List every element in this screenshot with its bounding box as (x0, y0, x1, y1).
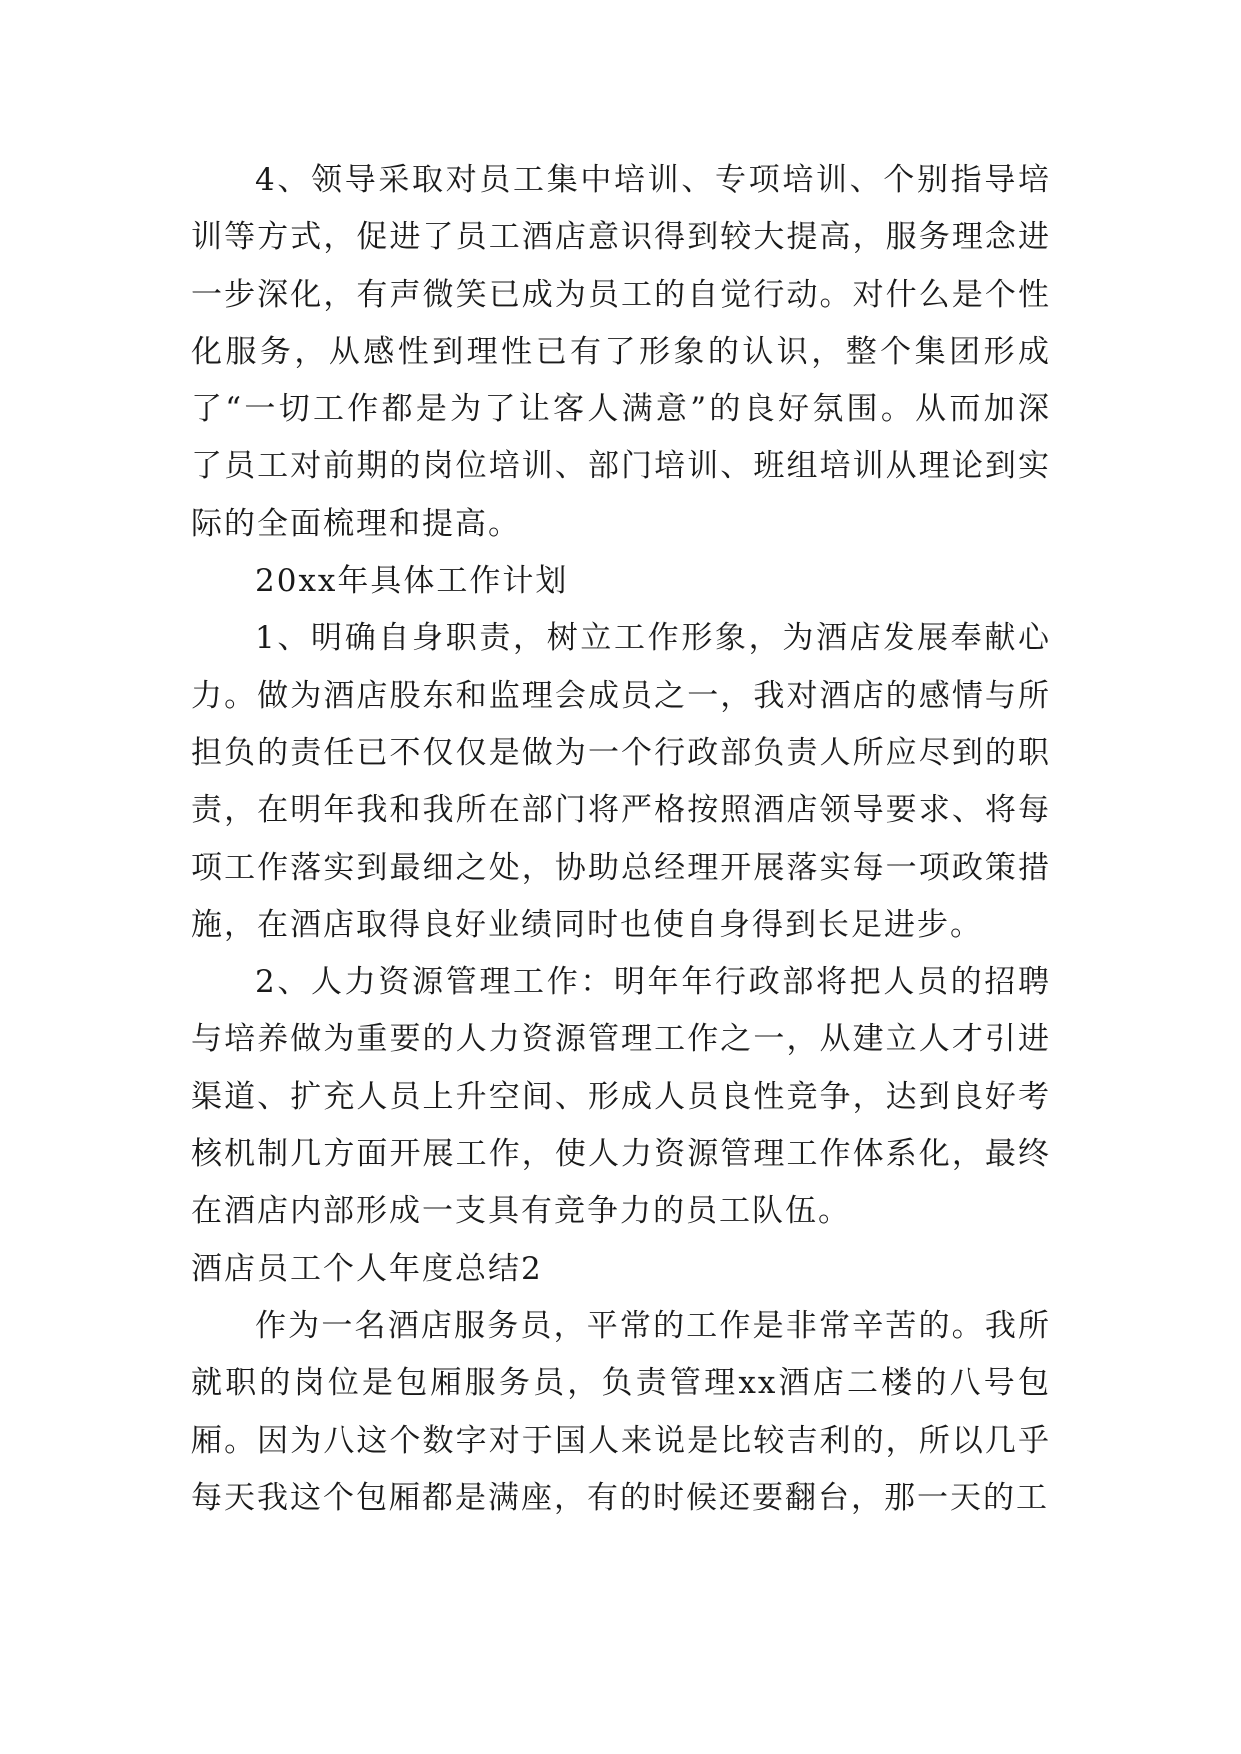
document-body (191, 152, 1051, 1527)
paragraph-waiter-intro: 作为一名酒店服务员，平常的工作是非常辛苦的。我所就职的岗位是包厢服务员，负责管理xx酒店二楼的八号包厢。因为八这个数字对于国人来说是比较吉利的，所以几乎每天我这个包厢都是满座，有的时候还要翻台，那一天的工 (191, 1307, 1051, 1516)
section-heading-work-plan: 20xx年具体工作计划 (255, 563, 569, 600)
paragraph-plan-item-2: 2、人力资源管理工作：明年年行政部将把人员的招聘与培养做为重要的人力资源管理工作之一，从建立人才引进渠道、扩充人员上升空间、形成人员良性竞争，达到良好考核机制几方面开展工作，使人力资源管理工作体系化，最终在酒店内部形成一支具有竞争力的员工队伍。 (191, 964, 1051, 1230)
paragraph-plan-item-1: 1、明确自身职责，树立工作形象，为酒店发展奉献心力。做为酒店股东和监理会成员之一，我对酒店的感情与所担负的责任已不仅仅是做为一个行政部负责人所应尽到的职责，在明年我和我所在部门将严格按照酒店领导要求、将每项工作落实到最细之处，协助总经理开展落实每一项政策措施，在酒店取得良好业绩同时也使自身得到长足进步。 (191, 620, 1051, 943)
section-title-summary-2: 酒店员工个人年度总结2 (191, 1250, 543, 1287)
paragraph-training-summary: 4、领导采取对员工集中培训、专项培训、个别指导培训等方式，促进了员工酒店意识得到较大提高，服务理念进一步深化，有声微笑已成为员工的自觉行动。对什么是个性化服务，从感性到理性已有了形象的认识，整个集团形成了“一切工作都是为了让客人满意”的良好氛围。从而加深了员工对前期的岗位培训、部门培训、班组培训从理论到实际的全面梳理和提高。 (191, 162, 1051, 542)
